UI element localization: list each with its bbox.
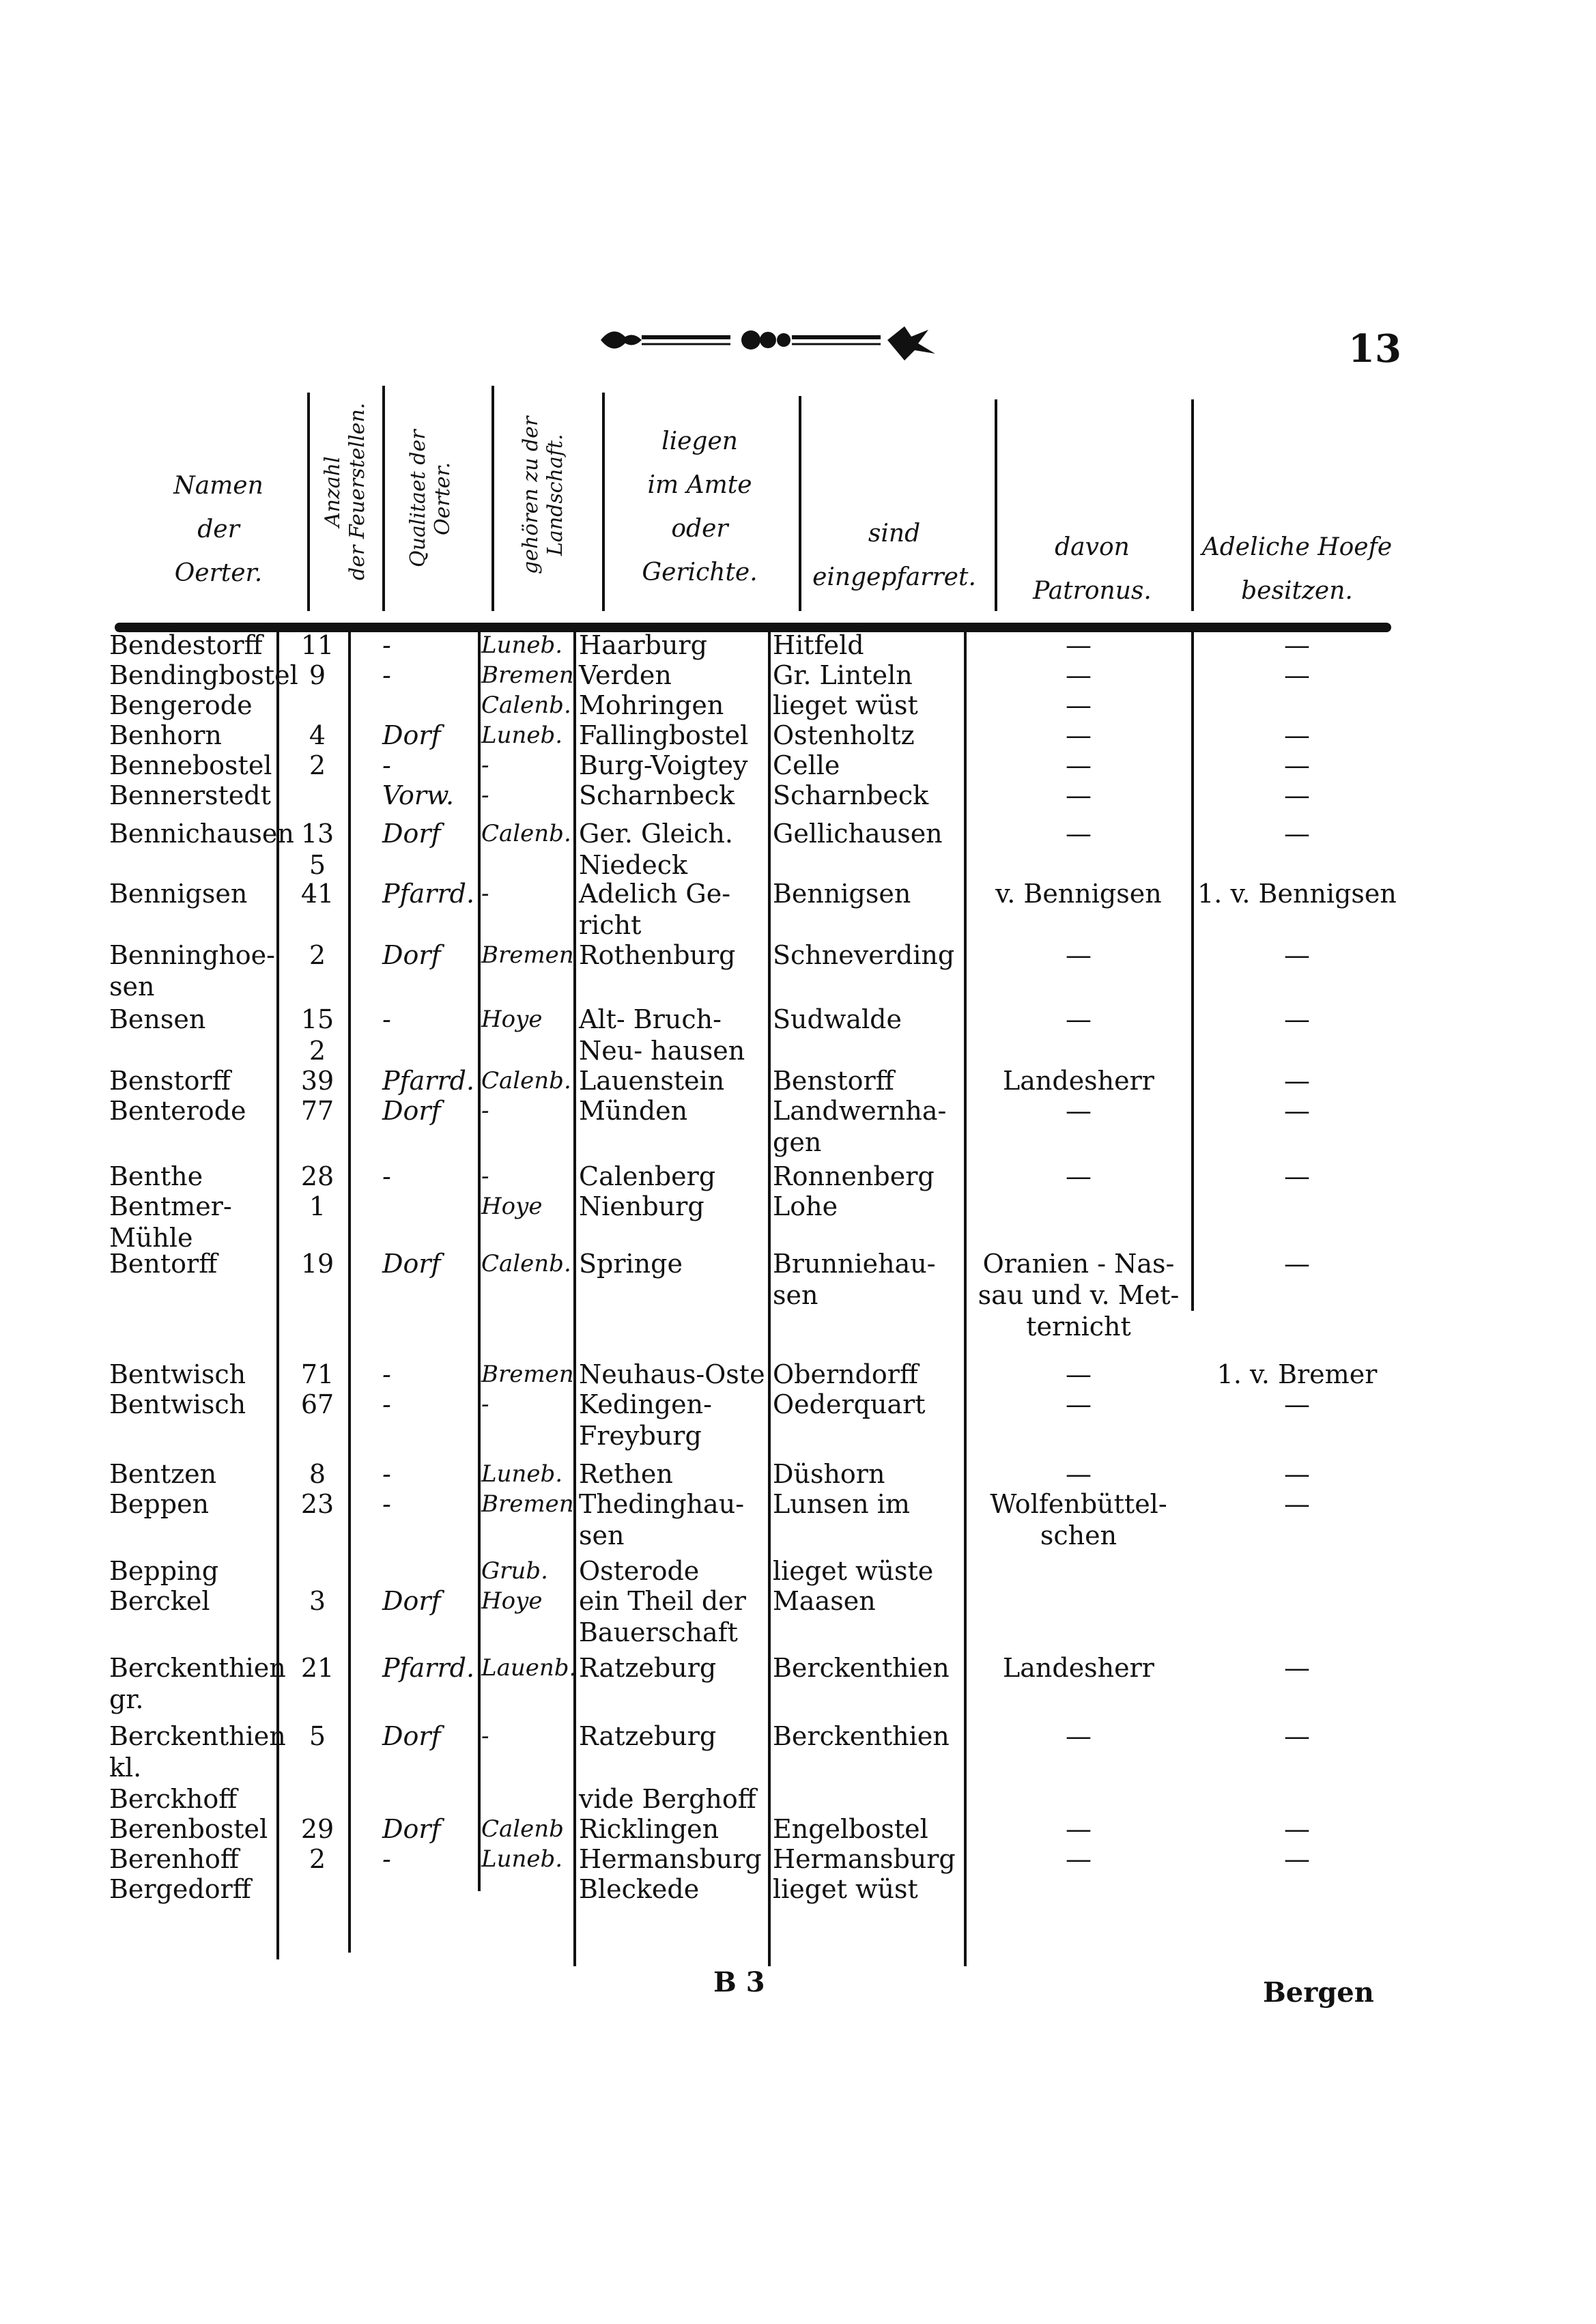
cell-count: 2 [309, 1844, 326, 1874]
cell-amt: Adelich Ge- richt [579, 879, 731, 940]
cell-quality: Dorf [382, 819, 441, 849]
cell-land: Luneb. [481, 632, 563, 659]
cell-amt: Nienburg [579, 1191, 704, 1221]
cell-noble: — [1284, 1489, 1310, 1519]
ornament-header [594, 320, 949, 360]
cell-land: Hoye [481, 1006, 543, 1033]
cell-count: 29 [300, 1814, 334, 1844]
cell-amt: Calenberg [579, 1161, 716, 1191]
cell-land: Luneb. [481, 1460, 563, 1488]
cell-parish: Sudwalde [773, 1004, 902, 1034]
cell-name: Bennerstedt [109, 780, 271, 810]
cell-patron: — [1066, 1814, 1092, 1844]
cell-patron: — [1066, 1359, 1092, 1389]
cell-parish: Bennigsen [773, 879, 911, 909]
cell-noble: — [1284, 1721, 1310, 1751]
cell-noble: — [1284, 720, 1310, 750]
cell-noble: — [1284, 819, 1310, 849]
cell-noble: — [1284, 1389, 1310, 1419]
cell-patron: — [1066, 690, 1092, 720]
col-line-2 [382, 386, 385, 611]
cell-patron: — [1066, 1844, 1092, 1874]
cell-amt: Osterode [579, 1556, 700, 1586]
cell-name: Berckhoff [109, 1784, 238, 1814]
header-count: Anzahl der Feuerstellen. [321, 402, 369, 581]
cell-amt: Burg-Voigtey [579, 750, 748, 780]
cell-noble: — [1284, 1844, 1310, 1874]
cell-parish: Ostenholtz [773, 720, 915, 750]
cell-amt: Neuhaus-Oste [579, 1359, 765, 1389]
cell-noble: — [1284, 1004, 1310, 1034]
cell-parish: Hermansburg [773, 1844, 956, 1874]
cell-name: Benhorn [109, 720, 222, 750]
cell-parish: Engelbostel [773, 1814, 928, 1844]
signature-mark: B 3 [713, 1966, 765, 1998]
cell-quality: Dorf [382, 1586, 441, 1616]
cell-land: - [481, 1163, 489, 1190]
cell-land: Calenb. [481, 692, 571, 719]
cell-name: Benthe [109, 1161, 203, 1191]
cell-land: Bremen [481, 1361, 574, 1388]
cell-amt: Ger. Gleich. Niedeck [579, 819, 733, 880]
cell-noble: — [1284, 1096, 1310, 1126]
cell-amt: Alt- Bruch- Neu- hausen [579, 1004, 745, 1066]
cell-name: Berckenthien kl. [109, 1721, 286, 1783]
cell-patron: — [1066, 630, 1092, 660]
body-line-7 [1191, 628, 1194, 1311]
cell-count: 1 [309, 1191, 326, 1221]
cell-parish: Düshorn [773, 1459, 885, 1489]
cell-land: Luneb. [481, 1845, 563, 1873]
cell-noble: — [1284, 1459, 1310, 1489]
cell-noble: — [1284, 660, 1310, 690]
cell-amt: Rothenburg [579, 940, 736, 970]
cell-patron: — [1066, 720, 1092, 750]
cell-patron: Wolfenbüttel- schen [990, 1489, 1167, 1550]
cell-amt: Springe [579, 1249, 683, 1279]
cell-patron: — [1066, 750, 1092, 780]
cell-quality: - [382, 1389, 391, 1419]
cell-parish: Oberndorff [773, 1359, 918, 1389]
cell-parish: Celle [773, 750, 840, 780]
cell-land: Hoye [481, 1193, 543, 1220]
header-parish: sind eingepfarret. [812, 520, 976, 591]
cell-quality: Pfarrd. [382, 1066, 475, 1096]
col-line-6 [995, 399, 997, 611]
cell-land: Lauenb. [481, 1654, 577, 1682]
cell-quality: - [382, 1459, 391, 1489]
cell-count: 9 [309, 660, 326, 690]
cell-name: Berenhoff [109, 1844, 239, 1874]
cell-patron: — [1066, 660, 1092, 690]
cell-land: - [481, 1723, 489, 1750]
cell-land: Grub. [481, 1557, 548, 1585]
header-patron: davon Patronus. [1033, 533, 1152, 605]
cell-amt: Bleckede [579, 1874, 700, 1904]
cell-noble: — [1284, 780, 1310, 810]
cell-patron: v. Bennigsen [995, 879, 1162, 909]
cell-quality: - [382, 1161, 391, 1191]
cell-land: - [481, 752, 489, 779]
cell-count: 2 [309, 750, 326, 780]
page-number: 13 [1348, 326, 1401, 371]
cell-parish: lieget wüst [773, 690, 918, 720]
cell-count: 23 [300, 1489, 334, 1519]
cell-count: 4 [309, 720, 326, 750]
cell-amt: vide Berghoff [579, 1784, 756, 1814]
cell-parish: Landwernha- gen [773, 1096, 947, 1157]
body-line-6 [964, 628, 967, 1966]
cell-land: Luneb. [481, 722, 563, 749]
cell-name: Bennigsen [109, 879, 248, 909]
cell-name: Berckenthien gr. [109, 1653, 286, 1714]
cell-noble: — [1284, 1066, 1310, 1096]
cell-count: 11 [300, 630, 334, 660]
cell-name: Bentwisch [109, 1389, 246, 1419]
cell-patron: — [1066, 780, 1092, 810]
cell-land: Calenb. [481, 1250, 571, 1277]
cell-count: 3 [309, 1586, 326, 1616]
cell-name: Bengerode [109, 690, 253, 720]
cell-noble: — [1284, 1161, 1310, 1191]
header-amt: liegen im Amte oder Gerichte. [642, 427, 758, 586]
cell-count: 15 2 [300, 1004, 334, 1066]
cell-name: Bensen [109, 1004, 206, 1034]
catchword: Bergen [1263, 1976, 1374, 2009]
cell-parish: Lohe [773, 1191, 838, 1221]
cell-quality: Dorf [382, 1721, 441, 1751]
cell-land: - [481, 1391, 489, 1418]
cell-amt: Thedinghau- sen [579, 1489, 745, 1550]
cell-name: Bennichausen [109, 819, 294, 849]
cell-patron: — [1066, 940, 1092, 970]
cell-amt: Mohringen [579, 690, 724, 720]
cell-parish: Maasen [773, 1586, 876, 1616]
cell-count: 77 [300, 1096, 334, 1126]
body-line-4 [573, 628, 576, 1966]
cell-amt: Ratzeburg [579, 1721, 717, 1751]
cell-amt: Scharnbeck [579, 780, 735, 810]
cell-land: - [481, 880, 489, 907]
cell-name: Benninghoe- sen [109, 940, 275, 1002]
cell-parish: Benstorff [773, 1066, 894, 1096]
cell-name: Bendestorff [109, 630, 263, 660]
cell-quality: - [382, 1844, 391, 1874]
cell-count: 19 [300, 1249, 334, 1279]
cell-parish: Ronnenberg [773, 1161, 935, 1191]
cell-count: 41 [300, 879, 334, 909]
cell-land: - [481, 1097, 489, 1124]
cell-patron: Landesherr [1003, 1653, 1154, 1683]
header-noble: Adeliche Hoefe besitzen. [1201, 533, 1393, 605]
cell-noble: — [1284, 1249, 1310, 1279]
cell-count: 67 [300, 1389, 334, 1419]
header-quality: Qualitaet der Oerter. [406, 429, 455, 567]
cell-name: Benstorff [109, 1066, 231, 1096]
cell-quality: - [382, 1489, 391, 1519]
header-names: Namen der Oerter. [173, 472, 263, 587]
cell-name: Bentmer- Mühle [109, 1191, 232, 1253]
cell-parish: Oederquart [773, 1389, 926, 1419]
cell-count: 5 [309, 1721, 326, 1751]
cell-name: Benterode [109, 1096, 246, 1126]
cell-name: Bentwisch [109, 1359, 246, 1389]
header-belongs: gehören zu der Landschaft. [519, 416, 567, 574]
col-line-5 [799, 396, 801, 611]
cell-amt: Haarburg [579, 630, 707, 660]
cell-count: 13 5 [300, 819, 334, 880]
cell-quality: Dorf [382, 1096, 441, 1126]
cell-parish: lieget wüst [773, 1874, 918, 1904]
cell-patron: — [1066, 1389, 1092, 1419]
cell-parish: Berckenthien [773, 1653, 950, 1683]
body-line-5 [768, 628, 771, 1966]
col-line-4 [602, 393, 605, 611]
cell-parish: Scharnbeck [773, 780, 929, 810]
cell-parish: Gellichausen [773, 819, 943, 849]
cell-parish: Lunsen im [773, 1489, 910, 1519]
cell-land: Hoye [481, 1587, 543, 1615]
col-line-3 [491, 386, 494, 611]
cell-parish: Schneverding [773, 940, 955, 970]
cell-amt: Lauenstein [579, 1066, 725, 1096]
cell-quality: Dorf [382, 1814, 441, 1844]
cell-patron: Landesherr [1003, 1066, 1154, 1096]
body-line-3 [478, 628, 481, 1891]
cell-amt: Rethen [579, 1459, 673, 1489]
cell-patron: — [1066, 1721, 1092, 1751]
cell-land: - [481, 782, 489, 809]
cell-quality: Dorf [382, 1249, 441, 1279]
cell-noble: — [1284, 1653, 1310, 1683]
cell-amt: Kedingen- Freyburg [579, 1389, 712, 1451]
cell-parish: Berckenthien [773, 1721, 950, 1751]
cell-noble: — [1284, 1814, 1310, 1844]
cell-land: Calenb [481, 1815, 564, 1843]
cell-patron: — [1066, 1096, 1092, 1126]
cell-parish: Brunniehau- sen [773, 1249, 936, 1310]
cell-land: Calenb. [481, 820, 571, 847]
cell-count: 8 [309, 1459, 326, 1489]
cell-quality: Pfarrd. [382, 1653, 475, 1683]
cell-noble: 1. v. Bremer [1216, 1359, 1378, 1389]
cell-quality: - [382, 660, 391, 690]
cell-quality: - [382, 750, 391, 780]
col-line-1 [307, 393, 310, 611]
cell-patron: Oranien - Nas- sau und v. Met- ternicht [978, 1249, 1180, 1342]
cell-patron: — [1066, 1459, 1092, 1489]
cell-name: Berenbostel [109, 1814, 268, 1844]
cell-land: Bremen [481, 662, 574, 689]
cell-quality: Dorf [382, 940, 441, 970]
cell-amt: ein Theil der Bauerschaft [579, 1586, 746, 1647]
cell-quality: Vorw. [382, 780, 455, 810]
cell-quality: - [382, 1004, 391, 1034]
cell-noble: 1. v. Bennigsen [1197, 879, 1397, 909]
cell-count: 71 [300, 1359, 334, 1389]
cell-quality: Dorf [382, 720, 441, 750]
cell-count: 28 [300, 1161, 334, 1191]
cell-name: Berckel [109, 1586, 210, 1616]
cell-parish: Gr. Linteln [773, 660, 913, 690]
cell-name: Bergedorff [109, 1874, 251, 1904]
cell-amt: Münden [579, 1096, 688, 1126]
cell-quality: - [382, 630, 391, 660]
cell-patron: — [1066, 1161, 1092, 1191]
cell-amt: Fallingbostel [579, 720, 749, 750]
cell-parish: lieget wüste [773, 1556, 934, 1586]
cell-patron: — [1066, 1004, 1092, 1034]
cell-amt: Ratzeburg [579, 1653, 717, 1683]
cell-name: Beppen [109, 1489, 210, 1519]
cell-land: Bremen [481, 941, 574, 969]
cell-count: 39 [300, 1066, 334, 1096]
cell-name: Bepping [109, 1556, 219, 1586]
cell-amt: Verden [579, 660, 672, 690]
cell-noble: — [1284, 750, 1310, 780]
cell-name: Bendingbostel [109, 660, 298, 690]
cell-amt: Hermansburg [579, 1844, 762, 1874]
cell-land: Calenb. [481, 1067, 571, 1094]
cell-noble: — [1284, 940, 1310, 970]
cell-parish: Hitfeld [773, 630, 864, 660]
cell-count: 21 [300, 1653, 334, 1683]
cell-noble: — [1284, 630, 1310, 660]
cell-name: Bennebostel [109, 750, 272, 780]
cell-land: Bremen [481, 1490, 574, 1518]
cell-count: 2 [309, 940, 326, 970]
cell-quality: Pfarrd. [382, 879, 475, 909]
cell-patron: — [1066, 819, 1092, 849]
cell-quality: - [382, 1359, 391, 1389]
cell-name: Bentorff [109, 1249, 218, 1279]
cell-name: Bentzen [109, 1459, 217, 1489]
col-line-7 [1191, 399, 1194, 611]
cell-amt: Ricklingen [579, 1814, 719, 1844]
